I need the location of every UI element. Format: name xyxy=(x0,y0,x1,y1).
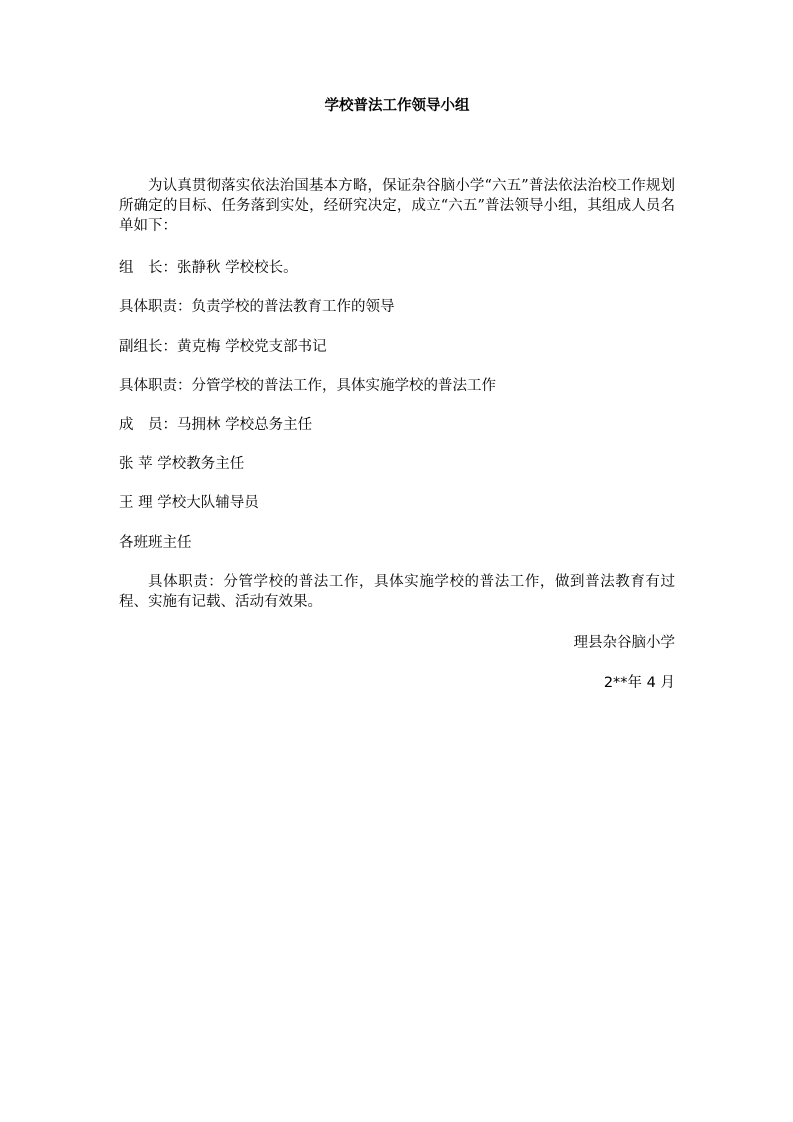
member-line-3: 王 理 学校大队辅导员 xyxy=(119,495,259,511)
document-title: 学校普法工作领导小组 xyxy=(324,98,470,114)
intro-paragraph: 为认真贯彻落实依法治国基本方略，保证杂谷脑小学“六五”普法依法治校工作规划所确定的目标、任务落到实处，经研究决定，成立“六五”普法领导小组，其组成人员名单如下： xyxy=(119,178,675,234)
deputy-duty-line: 具体职责：分管学校的普法工作，具体实施学校的普法工作 xyxy=(119,378,496,394)
signature-line: 理县杂谷脑小学 xyxy=(573,635,675,651)
member-line-4: 各班班主任 xyxy=(119,535,192,551)
deputy-line: 副组长：黄克梅 学校党支部书记 xyxy=(119,339,327,355)
date-line: 2**年 4 月 xyxy=(603,675,675,691)
member-line-2: 张 苹 学校教务主任 xyxy=(119,456,245,472)
leader-line: 组 长：张静秋 学校校长。 xyxy=(119,260,298,276)
leader-duty-line: 具体职责：负责学校的普法教育工作的领导 xyxy=(119,299,395,315)
member-line-1: 成 员：马拥林 学校总务主任 xyxy=(119,417,313,433)
member-duty-paragraph: 具体职责：分管学校的普法工作，具体实施学校的普法工作，做到普法教育有过程、实施有记载、活动有效果。 xyxy=(119,574,675,610)
